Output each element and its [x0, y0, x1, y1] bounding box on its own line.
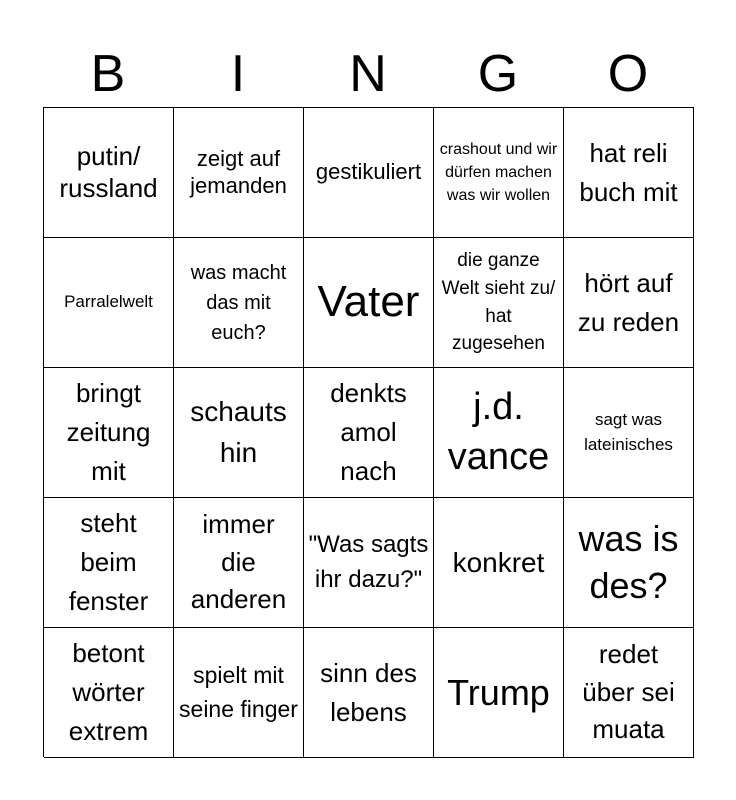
bingo-cell-r1-c5[interactable] [564, 108, 694, 238]
bingo-cell-r1-c1[interactable] [44, 108, 174, 238]
bingo-header [43, 40, 693, 108]
cell-text: gestikuliert [315, 159, 422, 185]
bingo-cell-r5-c1[interactable] [44, 628, 174, 758]
bingo-cell-r5-c2[interactable] [174, 628, 304, 758]
cell-text: konkret [452, 546, 545, 578]
cell-text: hört auf zu reden [577, 267, 680, 337]
header-letter-n: N [349, 45, 387, 103]
bingo-cell-r2-c4[interactable] [434, 238, 564, 368]
bingo-cell-r4-c1[interactable] [44, 498, 174, 628]
bingo-cell-r3-c1[interactable] [44, 368, 174, 498]
bingo-cell-r4-c4[interactable] [434, 498, 564, 628]
bingo-cell-r2-c1[interactable] [44, 238, 174, 368]
bingo-cell-r5-c5[interactable] [564, 628, 694, 758]
bingo-cell-r3-c3[interactable] [304, 368, 434, 498]
header-letter-i: I [230, 45, 246, 103]
header-letter-g: G [477, 45, 519, 103]
header-letter-b: B [90, 45, 126, 103]
bingo-cell-r3-c2[interactable] [174, 368, 304, 498]
cell-text: putin/ russland [59, 141, 158, 203]
bingo-cell-r5-c3[interactable] [304, 628, 434, 758]
cell-text: sagt was lateinisches [584, 409, 673, 454]
bingo-cell-r4-c3[interactable] [304, 498, 434, 628]
cell-text: zeigt auf jemanden [190, 146, 287, 198]
bingo-cell-r2-c5[interactable] [564, 238, 694, 368]
bingo-cell-r4-c2[interactable] [174, 498, 304, 628]
cell-text: die ganze Welt sieht zu/ hat zugesehen [441, 250, 556, 355]
cell-text: immer die anderen [190, 508, 287, 615]
cell-text: hat reli buch mit [579, 137, 678, 207]
cell-text: crashout und wir dürfen machen was wir wollen [439, 140, 558, 205]
cell-text: schauts hin [190, 395, 287, 468]
bingo-cell-r3-c5[interactable] [564, 368, 694, 498]
header-letter-o: O [607, 45, 649, 103]
bingo-cell-r2-c3[interactable] [304, 238, 434, 368]
bingo-cell-r1-c2[interactable] [174, 108, 304, 238]
cell-text: steht beim fenster [68, 508, 149, 616]
cell-text: Vater [317, 277, 420, 327]
bingo-cell-r1-c4[interactable] [434, 108, 564, 238]
cell-text: denkts amol nach [330, 378, 407, 486]
cell-text: bringt zeitung mit [66, 378, 151, 486]
cell-text: Trump [447, 671, 550, 713]
bingo-cell-r2-c2[interactable] [174, 238, 304, 368]
bingo-board [43, 107, 694, 757]
cell-text: was macht das mit euch? [190, 261, 287, 344]
bingo-cell-r3-c4[interactable] [434, 368, 564, 498]
bingo-cell-r4-c5[interactable] [564, 498, 694, 628]
cell-text: j.d. vance [447, 386, 550, 478]
cell-text: sinn des lebens [320, 657, 417, 727]
cell-text: betont wörter extrem [68, 638, 149, 746]
cell-text: Parralelwelt [64, 292, 153, 312]
cell-text: "Was sagts ihr dazu?" [308, 530, 429, 593]
bingo-cell-r1-c3[interactable] [304, 108, 434, 238]
cell-text: spielt mit seine finger [179, 662, 298, 722]
cell-text: redet über sei muata [582, 638, 675, 745]
cell-text: was is des? [578, 517, 679, 606]
bingo-cell-r5-c4[interactable] [434, 628, 564, 758]
